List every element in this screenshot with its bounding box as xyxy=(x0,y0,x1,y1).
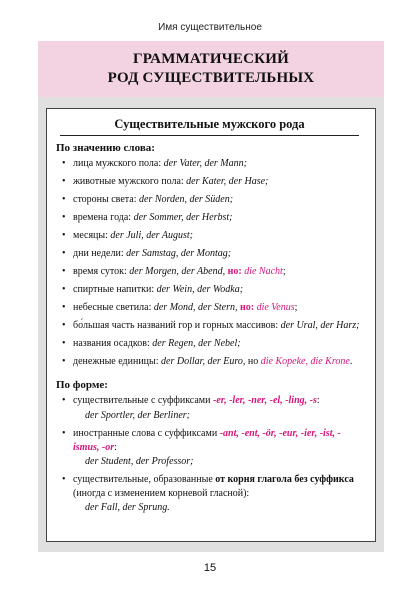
list-item: • лица мужского пола: der Vater, der Mann; xyxy=(62,158,247,169)
list-item: • животные мужского пола: der Kater, der Hase; xyxy=(62,175,269,187)
by-form-title: По форме: xyxy=(56,379,108,392)
title-band xyxy=(38,41,384,97)
page-title-line-1: ГРАММАТИЧЕСКИЙ xyxy=(133,51,289,67)
by-meaning-list xyxy=(56,157,363,368)
list-item: • существительные, образованные от корня глагола без суффикса (иногда с изменением корневой гласной): der Fall, der Sprung. xyxy=(62,474,354,514)
page-number: 15 xyxy=(203,562,217,574)
section-heading: Существительные мужского рода xyxy=(60,117,359,136)
page-title-line-2: РОД СУЩЕСТВИТЕЛЬНЫХ xyxy=(107,70,315,86)
content-panel xyxy=(46,108,376,542)
list-item: • бо́льшая часть названий гор и горных массивов: der Ural, der Harz; xyxy=(62,319,360,331)
list-item: • месяцы: der Juli, der August; xyxy=(62,229,193,241)
list-item: • времена года: der Sommer, der Herbst; xyxy=(62,211,233,223)
by-form-list xyxy=(56,394,363,515)
running-head: Имя существительное xyxy=(158,22,262,33)
list-item: • названия осадков: der Regen, der Nebel; xyxy=(62,337,241,349)
list-item: • иностранные слова с суффиксами -ant, -ent, -ör, -eur, -ier, -ist, -ismus, -or: der Student, der Professor; xyxy=(62,428,341,468)
list-item: • время суток: der Morgen, der Abend, но: die Nacht; xyxy=(62,265,286,277)
by-meaning-title: По значению слова: xyxy=(56,142,155,154)
list-item: • небесные светила: der Mond, der Stern, но: die Venus; xyxy=(62,301,298,313)
list-item: • спиртные напитки: der Wein, der Wodka; xyxy=(62,283,244,295)
list-item: • существительные с суффиксами -er, -ler, -ner, -el, -ling, -s: der Sportler, der Berliner; xyxy=(62,395,320,422)
list-item: • денежные единицы: der Dollar, der Euro, но die Kopeke, die Krone. xyxy=(62,355,353,367)
list-item: • стороны света: der Norden, der Süden; xyxy=(62,193,234,205)
list-item: • дни недели: der Samstag, der Montag; xyxy=(62,247,232,259)
